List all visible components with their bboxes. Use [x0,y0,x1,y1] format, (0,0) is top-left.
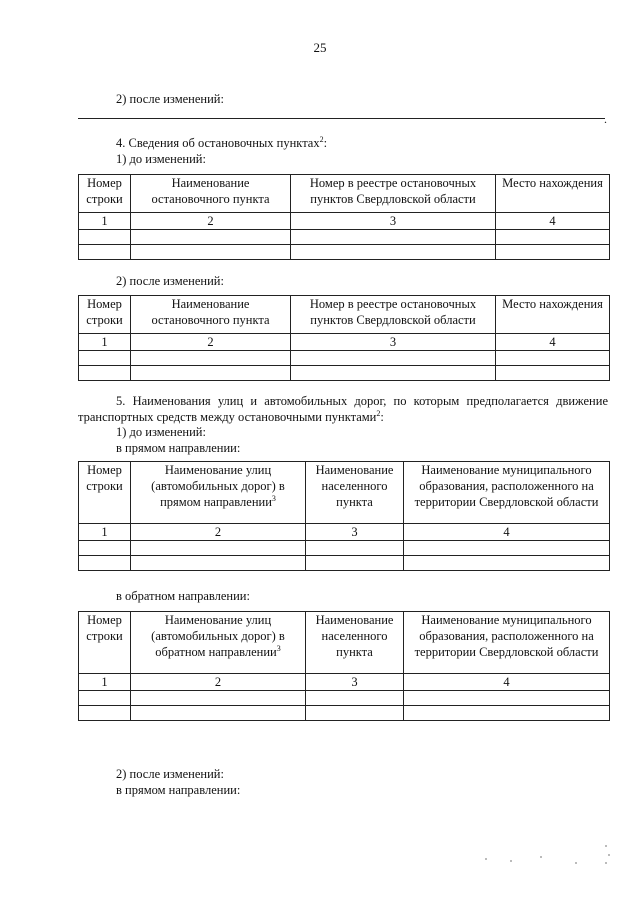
header-settlement: Наименование населенного пункта [306,612,404,674]
header-registry-number: Номер в реестре остановочных пунктов Свердловской области [291,175,496,213]
stops-table-before [78,174,610,260]
streets-table-reverse [78,611,610,721]
streets-table-direct [78,461,610,571]
header-row-number: Номер строки [79,612,131,674]
col-number: 3 [291,334,496,351]
header-row-number: Номер строки [79,175,131,213]
scan-noise [480,840,620,870]
table-row [79,556,610,571]
reverse-direction-label: в обратном направлении: [116,589,250,603]
col-number: 1 [79,213,131,230]
header-location: Место нахождения [496,175,610,213]
section-4-title: 4. Сведения об остановочных пунктах$^2$: [116,134,328,150]
table-row [79,691,610,706]
fill-line-end: . [604,112,607,126]
section-5-before-label: 1) до изменений: [116,425,206,439]
col-number: 1 [79,524,131,541]
col-number: 3 [306,674,404,691]
col-number: 2 [131,524,306,541]
table-row [79,541,610,556]
col-number: 1 [79,334,131,351]
col-number: 3 [291,213,496,230]
header-registry-number: Номер в реестре остановочных пунктов Свердловской области [291,296,496,334]
col-number: 2 [131,674,306,691]
section-5-title: 5. Наименования улиц и автомобильных дорог, по которым предполагается движение транспортных средств между остановочными пунктами$^2$: [78,394,608,424]
header-row-number: Номер строки [79,462,131,524]
table-row [79,366,610,381]
header-streets: Наименование улиц (автомобильных дорог) в обратном направлении$^3$ [131,612,306,674]
header-row-number: Номер строки [79,296,131,334]
section-4-before-label: 1) до изменений: [116,152,206,166]
col-number: 4 [496,213,610,230]
table-row [79,245,610,260]
header-settlement: Наименование населенного пункта [306,462,404,524]
col-number: 3 [306,524,404,541]
table-row [79,230,610,245]
col-number: 2 [131,334,291,351]
col-number: 4 [404,524,610,541]
table-row [79,706,610,721]
header-municipality: Наименование муниципального образования, расположенного на территории Свердловской области [404,612,610,674]
header-municipality: Наименование муниципального образования, расположенного на территории Свердловской области [404,462,610,524]
header-streets: Наименование улиц (автомобильных дорог) в прямом направлении$^3$ [131,462,306,524]
header-stop-name: Наименование остановочного пункта [131,175,291,213]
section-5-after-label: 2) после изменений: [116,767,224,781]
fill-line [78,118,605,119]
table-row [79,351,610,366]
header-location: Место нахождения [496,296,610,334]
direct-direction-label: в прямом направлении: [116,441,241,455]
stops-table-after [78,295,610,381]
col-number: 2 [131,213,291,230]
header-stop-name: Наименование остановочного пункта [131,296,291,334]
col-number: 1 [79,674,131,691]
col-number: 4 [404,674,610,691]
after-changes-label-1: 2) после изменений: [116,92,224,106]
col-number: 4 [496,334,610,351]
direct-direction-label-2: в прямом направлении: [116,783,241,797]
page-number: 25 [313,40,327,55]
section-4-after-label: 2) после изменений: [116,274,224,288]
